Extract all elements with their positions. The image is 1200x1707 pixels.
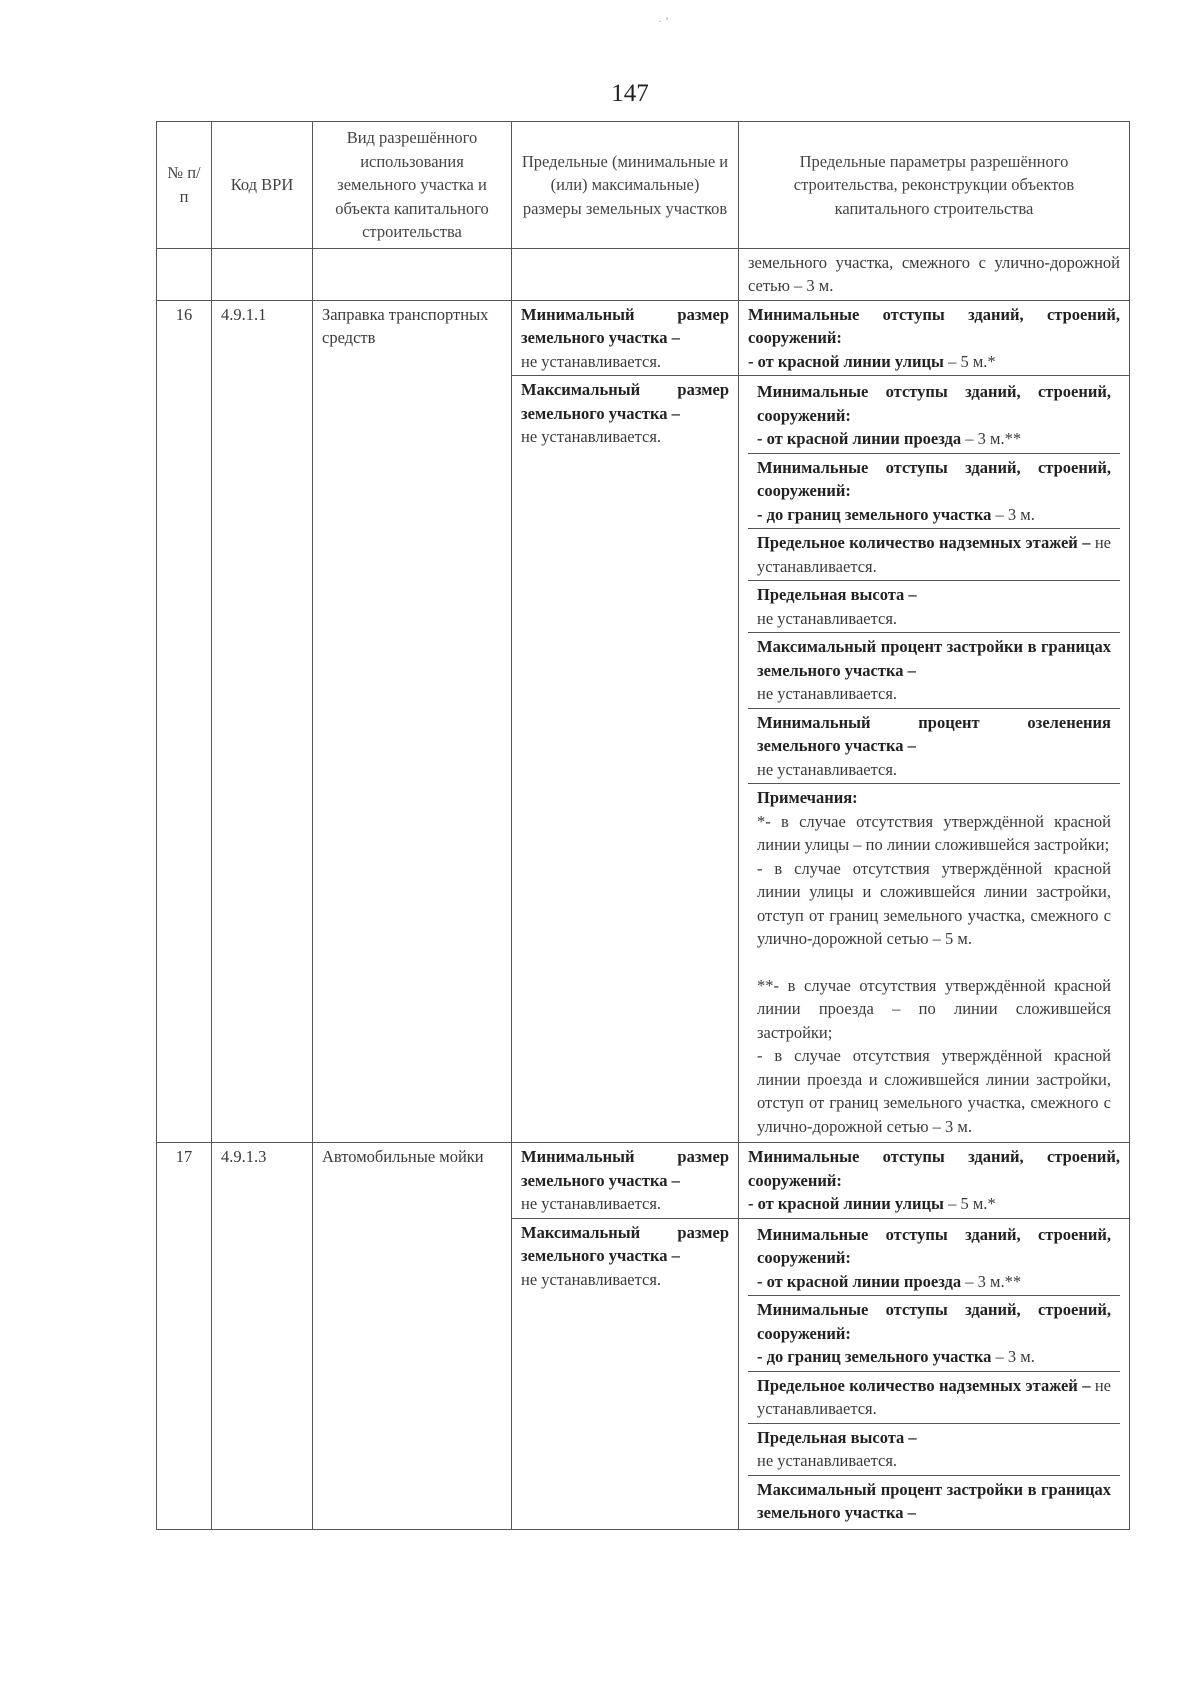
header-row <box>157 122 1130 249</box>
table-row <box>157 1143 1130 1219</box>
note: - в случае отсутствия утверждённой красной линии улицы и сложившейся линии застройки, отступ от границ земельного участка, смежного с улично-дорожной сетью – 5 м. <box>757 858 1111 948</box>
param-block: Минимальные отступы зданий, строений, сооружений: - от красной линии проезда – 3 м.** <box>748 378 1120 454</box>
param-item: - от красной линии улицы <box>748 1194 944 1213</box>
param-block: Предельное количество надземных этажей – не устанавливается. <box>748 1372 1120 1424</box>
row-use-type: Заправка транспортных средств <box>313 300 512 1143</box>
min-size-label: Минимальный размер земельного участка – <box>521 304 729 347</box>
table-row <box>157 300 1130 376</box>
min-size-label: Минимальный размер земельного участка – <box>521 1147 729 1190</box>
max-size-label: Максимальный размер земельного участка – <box>521 380 729 423</box>
header-code: Код ВРИ <box>212 122 313 249</box>
carryover-row <box>157 248 1130 300</box>
max-size-cell <box>512 376 739 1143</box>
param-item: - от красной линии улицы <box>748 351 944 371</box>
row-code: 4.9.1.3 <box>212 1143 313 1530</box>
header-plot-size: Предельные (минимальные и (или) максимальные) размеры земельных участков <box>512 122 739 249</box>
min-size-cell <box>512 1143 739 1219</box>
row-number: 16 <box>157 300 212 1143</box>
max-size-cell <box>512 1218 739 1529</box>
param-block: Минимальный процент озеленения земельного участка – не устанавливается. <box>748 709 1120 785</box>
max-size-value: не устанавливается. <box>521 427 662 446</box>
param-stack <box>739 1218 1130 1529</box>
min-size-value: не устанавливается. <box>521 351 662 371</box>
row-code: 4.9.1.1 <box>212 300 313 1143</box>
page-number: 147 <box>611 80 649 107</box>
param-block: Предельное количество надземных этажей – не устанавливается. <box>748 529 1120 581</box>
note: - в случае отсутствия утверждённой красной линии проезда и сложившейся линии застройки, отступ от границ земельного участка, смежного с улично-дорожной сетью – 3 м. <box>757 1046 1111 1136</box>
param-block: Максимальный процент застройки в границах земельного участка – не устанавливается. <box>748 633 1120 709</box>
row-use-type: Автомобильные мойки <box>313 1143 512 1530</box>
max-size-value: не устанавливается. <box>521 1269 662 1289</box>
param-block: Минимальные отступы зданий, строений, сооружений: - от красной линии проезда – 3 м.** <box>748 1221 1120 1297</box>
notes-block <box>748 784 1120 1140</box>
param-stack <box>739 376 1130 1143</box>
param-cell <box>739 300 1130 376</box>
param-block: Предельная высота – не устанавливается. <box>748 581 1120 633</box>
param-block: Максимальный процент застройки в границах земельного участка – <box>757 1479 1111 1522</box>
scan-mark: · ’ <box>658 14 669 28</box>
param-value: – 5 м.* <box>943 351 996 371</box>
min-size-cell <box>512 300 739 376</box>
note: **- в случае отсутствия утверждённой красной линии проезда – по линии сложившейся застройки; <box>757 975 1111 1042</box>
header-number: № п/п <box>157 122 212 249</box>
param-label: Минимальные отступы зданий, строений, сооружений: <box>748 304 1120 347</box>
carryover-text: земельного участка, смежного с улично-дорожной сетью – 3 м. <box>739 248 1130 300</box>
param-block: Предельная высота – не устанавливается. <box>748 1424 1120 1476</box>
header-use-type: Вид разрешённого использования земельного участка и объекта капитального строительства <box>313 122 512 249</box>
header-parameters: Предельные параметры разрешённого строительства, реконструкции объектов капитального строительства <box>739 122 1130 249</box>
param-cell <box>739 1143 1130 1219</box>
param-block: Минимальные отступы зданий, строений, сооружений: - до границ земельного участка – 3 м. <box>748 1296 1120 1372</box>
min-size-value: не устанавливается. <box>521 1194 662 1213</box>
regulations-table <box>156 121 1130 1530</box>
row-number: 17 <box>157 1143 212 1530</box>
param-block: Минимальные отступы зданий, строений, сооружений: - до границ земельного участка – 3 м. <box>748 454 1120 530</box>
notes-title: Примечания: <box>757 788 858 807</box>
max-size-label: Максимальный размер земельного участка – <box>521 1222 729 1265</box>
note: *- в случае отсутствия утверждённой красной линии улицы – по линии сложившейся застройки; <box>757 811 1111 854</box>
param-value: – 5 м.* <box>943 1194 996 1213</box>
param-label: Минимальные отступы зданий, строений, сооружений: <box>748 1147 1120 1190</box>
